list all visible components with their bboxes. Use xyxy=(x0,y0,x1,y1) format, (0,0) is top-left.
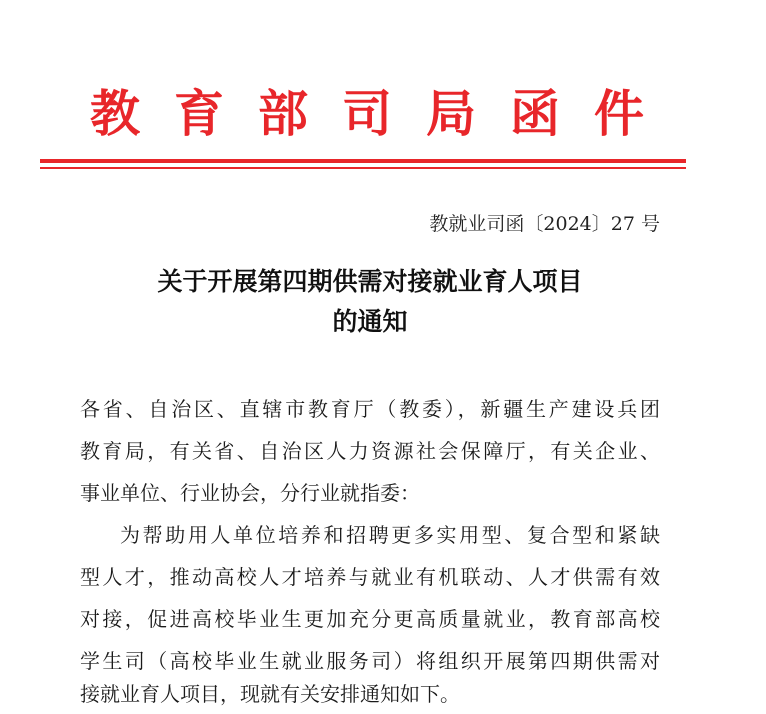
body-line-paragraph-2: 型人才，推动高校人才培养与就业有机联动、人才供需有效 xyxy=(80,565,660,589)
letterhead-char: 函 xyxy=(510,84,560,143)
document-title-line-1: 关于开展第四期供需对接就业育人项目 xyxy=(157,267,583,296)
letterhead-title xyxy=(90,84,644,144)
body-line-paragraph-5: 接就业育人项目，现就有关安排通知如下。 xyxy=(80,682,460,706)
letterhead-char: 司 xyxy=(342,84,392,143)
document-number: 教就业司函〔2024〕27 号 xyxy=(429,213,660,235)
letterhead-char: 件 xyxy=(594,84,644,143)
letterhead-char: 育 xyxy=(174,84,224,143)
letterhead-char: 教 xyxy=(90,84,140,143)
document-title-line-2: 的通知 xyxy=(332,307,408,336)
letterhead-rule-thin xyxy=(40,167,686,169)
letterhead-char: 部 xyxy=(258,84,308,143)
body-line-addressees-3: 事业单位、行业协会，分行业就指委： xyxy=(80,481,420,505)
body-line-addressees-2: 教育局，有关省、自治区人力资源社会保障厅，有关企业、 xyxy=(80,439,660,463)
body-line-paragraph-4: 学生司（高校毕业生就业服务司）将组织开展第四期供需对 xyxy=(80,649,660,673)
document-title xyxy=(60,262,680,342)
body-line-paragraph-1: 为帮助用人单位培养和招聘更多实用型、复合型和紧缺 xyxy=(120,523,660,547)
body-line-addressees-1: 各省、自治区、直辖市教育厅（教委），新疆生产建设兵团 xyxy=(80,397,660,421)
letterhead-char: 局 xyxy=(426,84,476,143)
body-line-paragraph-3: 对接，促进高校毕业生更加充分更高质量就业，教育部高校 xyxy=(80,607,660,631)
letterhead-rule-thick xyxy=(40,159,686,163)
